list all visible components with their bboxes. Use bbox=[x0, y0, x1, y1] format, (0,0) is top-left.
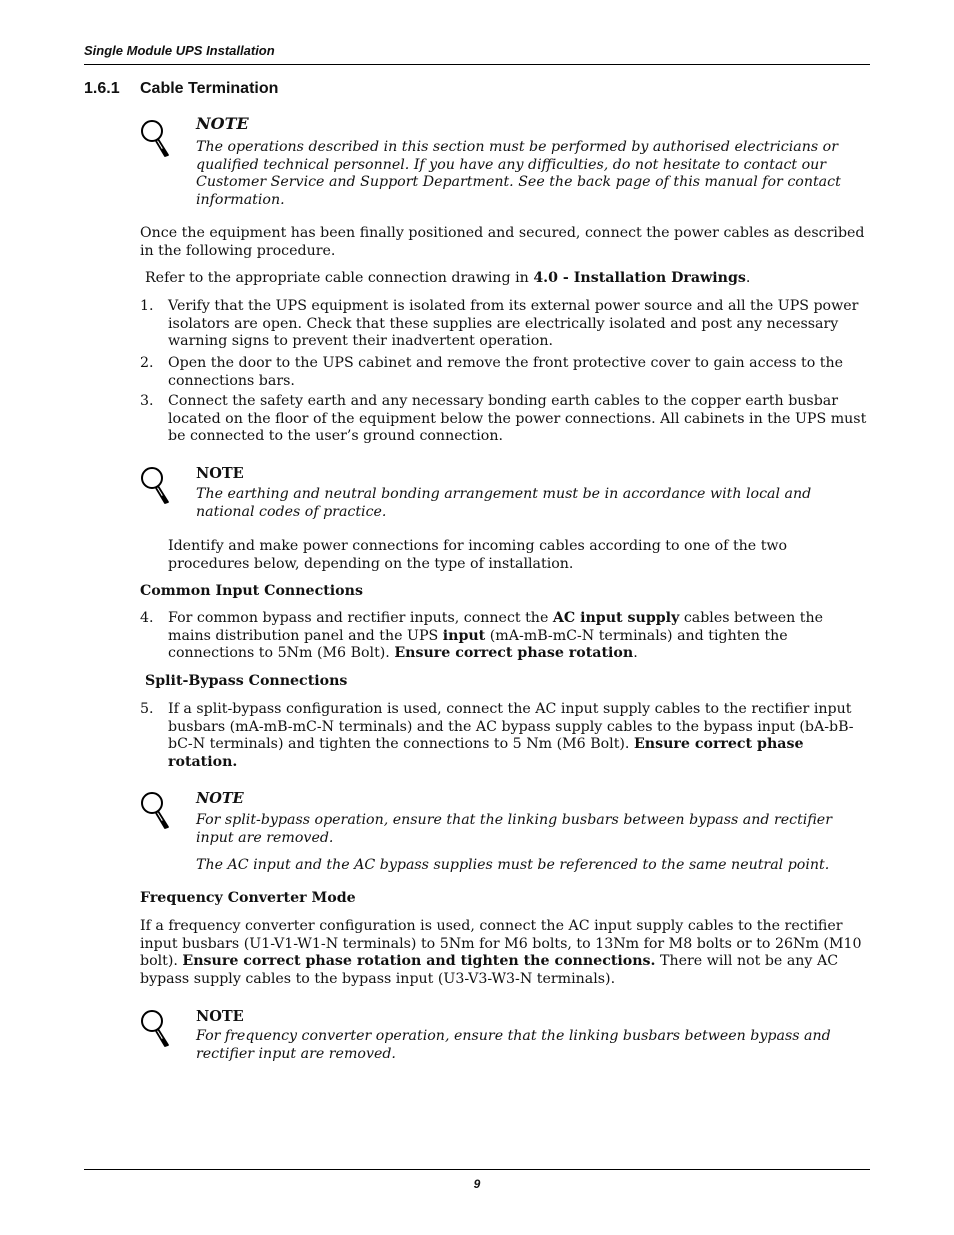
list-item bbox=[140, 393, 870, 446]
split-bypass-heading: Split-Bypass Connections bbox=[145, 673, 348, 689]
magnifier-icon bbox=[138, 790, 174, 832]
identify-paragraph: Identify and make power connections for incoming cables according to one of the two procedures below, depending on the type of installation. bbox=[168, 538, 788, 572]
note-text: For frequency converter operation, ensure that the linking busbars between bypass and rectifier input are removed. bbox=[196, 1028, 831, 1062]
frequency-paragraph: If a frequency converter configuration is used, connect the AC input supply cables to the rectifier input busbars (U1-V1-W1-N terminals) to 5Nm for M6 bolts, to 13Nm for M8 bolts or to 26Nm (M10 bolt). Ensure correct phase rotation and tighten the connections. There will not be any AC bypass supply cables to the bypass input (U3-V3-W3-N terminals). bbox=[140, 918, 862, 987]
note-title: NOTE bbox=[196, 465, 244, 482]
step-number: 5. bbox=[140, 701, 154, 717]
step-text: Open the door to the UPS cabinet and remove the front protective cover to gain access to the connections bars. bbox=[168, 355, 843, 389]
note-text: The earthing and neutral bonding arrangement must be in accordance with local and national codes of practice. bbox=[196, 486, 812, 520]
step-text: Connect the safety earth and any necessary bonding earth cables to the copper earth busbar located on the floor of the equipment below the power connections. All cabinets in the UPS must be connected to the user’s ground connection. bbox=[168, 393, 867, 445]
section-title-text: Cable Termination bbox=[140, 80, 279, 97]
list-item bbox=[140, 298, 870, 351]
step-text: If a split-bypass configuration is used, connect the AC input supply cables to the rectifier input busbars (mA-mB-mC-N terminals) and the AC bypass supply cables to the bypass input (bA-bB-bC-N terminals) and tighten the connections to 5 Nm (M6 Bolt). Ensure correct phase rotation. bbox=[168, 701, 854, 770]
running-header: Single Module UPS Installation bbox=[84, 43, 275, 58]
step-text: Verify that the UPS equipment is isolated from its external power source and all the UPS power isolators are open. Check that these supplies are electrically isolated and post any necessary warning signs to prevent their inadvertent operation. bbox=[168, 298, 859, 350]
list-item bbox=[140, 701, 870, 771]
section-title bbox=[84, 80, 278, 98]
note-text: For split-bypass operation, ensure that the linking busbars between bypass and rectifier input are removed. bbox=[196, 812, 832, 846]
section-number: 1.6.1 bbox=[84, 80, 120, 97]
common-input-heading: Common Input Connections bbox=[140, 583, 363, 599]
note-text: The operations described in this section must be performed by authorised electricians or qualified technical personnel. If you have any difficulties, do not hesitate to contact our Customer Service and Support Department. See the back page of this manual for contact information. bbox=[196, 139, 841, 208]
note-text-secondary: The AC input and the AC bypass supplies must be referenced to the same neutral point. bbox=[196, 857, 830, 873]
list-item bbox=[140, 355, 870, 390]
note-title: NOTE bbox=[196, 790, 244, 807]
intro-paragraph: Once the equipment has been finally positioned and secured, connect the power cables as described in the following procedure. bbox=[140, 225, 865, 259]
magnifier-icon bbox=[138, 465, 174, 507]
page-number: 9 bbox=[473, 1177, 481, 1191]
header-rule bbox=[84, 64, 870, 65]
refer-end: . bbox=[745, 270, 751, 286]
magnifier-icon bbox=[138, 118, 174, 160]
step-number: 2. bbox=[140, 355, 154, 371]
magnifier-icon bbox=[138, 1008, 174, 1050]
refer-text: Refer to the appropriate cable connection drawing in bbox=[145, 270, 534, 286]
note-title: NOTE bbox=[196, 114, 249, 133]
step-number: 4. bbox=[140, 610, 154, 626]
step-number: 1. bbox=[140, 298, 154, 314]
note-title: NOTE bbox=[196, 1008, 244, 1025]
refer-paragraph bbox=[145, 270, 870, 288]
footer-rule bbox=[84, 1169, 870, 1170]
step-number: 3. bbox=[140, 393, 154, 409]
frequency-converter-heading: Frequency Converter Mode bbox=[140, 890, 356, 906]
refer-link-text: 4.0 - Installation Drawings bbox=[533, 270, 746, 286]
list-item bbox=[140, 610, 870, 663]
step-text: For common bypass and rectifier inputs, connect the AC input supply cables between the mains distribution panel and the UPS input (mA-mB-mC-N terminals) and tighten the connections to 5Nm (M6 Bolt). Ensure correct phase rotation. bbox=[168, 610, 824, 662]
